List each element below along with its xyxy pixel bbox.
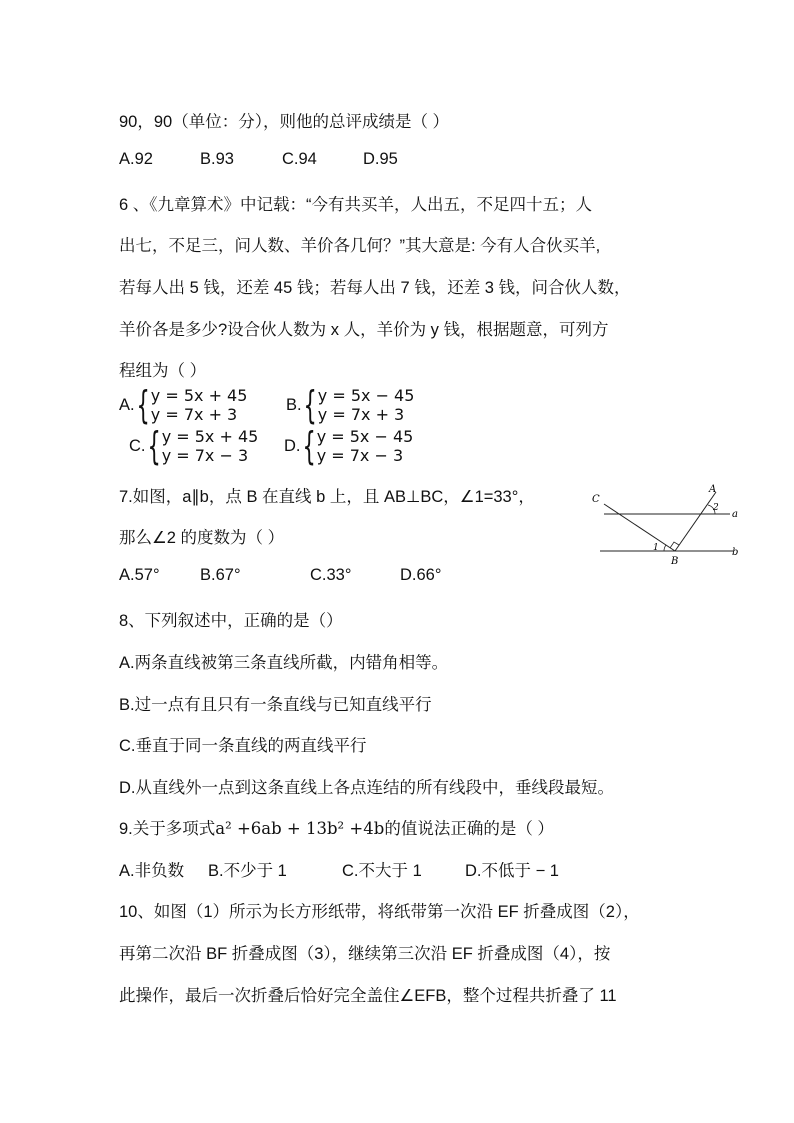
q7-stem-line-1: 7.如图，a∥b，点 B 在直线 b 上，且 AB⊥BC，∠1=33°， — [119, 488, 535, 506]
label-b-point: B — [671, 556, 679, 567]
q7-parallel-lines-figure — [588, 478, 748, 568]
q10-stem-line-3: 此操作，最后一次折叠后恰好完全盖住∠EFB，整个过程共折叠了 11 — [119, 987, 617, 1005]
q8-option-c: C.垂直于同一条直线的两直线平行 — [119, 737, 367, 755]
q9-prefix: 9.关于多项式 — [119, 820, 216, 838]
q9-option-b: B.不少于 1 — [208, 862, 287, 880]
q5-option-d: D.95 — [363, 150, 398, 168]
option-label: C. — [129, 436, 146, 455]
label-a-point: A — [709, 484, 717, 495]
q7-option-d: D.66° — [400, 566, 442, 584]
brace-symbol: { — [301, 424, 316, 468]
q8-option-b: B.过一点有且只有一条直线与已知直线平行 — [119, 696, 432, 714]
q9-suffix: 的值说法正确的是（ ） — [384, 820, 554, 838]
q5-option-b: B.93 — [200, 150, 234, 168]
equation: y = 5x − 45 — [317, 386, 415, 405]
equation: y = 5x + 45 — [150, 386, 248, 405]
q10-stem-line-2: 再第二次沿 BF 折叠成图（3），继续第三次沿 EF 折叠成图（4），按 — [119, 945, 611, 963]
q6-option-c — [129, 424, 259, 468]
q9-option-d: D.不低于 − 1 — [465, 862, 559, 880]
q7-option-b: B.67° — [200, 566, 241, 584]
q7-option-a: A.57° — [119, 566, 160, 584]
option-label: D. — [284, 436, 301, 455]
q6-stem-line-5: 程组为（ ） — [119, 362, 207, 380]
q5-option-c: C.94 — [282, 150, 317, 168]
q7-stem-line-2: 那么∠2 的度数为（ ） — [119, 529, 285, 547]
brace-symbol: { — [303, 383, 317, 427]
q6-option-b — [286, 383, 415, 427]
equation: y = 7x + 3 — [150, 405, 238, 424]
q6-option-d — [284, 424, 414, 468]
angle-1-arc — [664, 545, 666, 551]
label-c: C — [592, 494, 600, 505]
q6-stem-line-3: 若每人出 5 钱，还差 45 钱；若每人出 7 钱，还差 3 钱，问合伙人数， — [119, 279, 631, 297]
label-line-b: b — [732, 547, 739, 558]
line-bc — [604, 504, 675, 551]
q7-option-c: C.33° — [310, 566, 352, 584]
option-label: A. — [119, 395, 135, 414]
q9-option-a: A.非负数 — [119, 862, 185, 880]
label-line-a: a — [732, 509, 738, 520]
q9-stem — [119, 815, 554, 839]
q10-stem-line-1: 10、如图（1）所示为长方形纸带，将纸带第一次沿 EF 折叠成图（2）， — [119, 903, 640, 921]
equation: y = 7x + 3 — [317, 405, 405, 424]
q8-stem: 8、下列叙述中，正确的是（） — [119, 612, 343, 630]
equation: y = 5x − 45 — [316, 427, 414, 446]
equation: y = 7x − 3 — [161, 446, 249, 465]
equation: y = 5x + 45 — [161, 427, 259, 446]
line-ab — [675, 492, 716, 551]
label-angle-2: 2 — [713, 503, 719, 513]
q6-stem-line-1: 6 、《九章算术》中记载：“今有共买羊，人出五，不足四十五；人 — [119, 196, 593, 214]
label-angle-1: 1 — [653, 543, 659, 553]
q6-stem-line-4: 羊价各是多少?设合伙人数为 x 人，羊价为 y 钱，根据题意，可列方 — [119, 321, 609, 339]
q8-option-d: D.从直线外一点到这条直线上各点连结的所有线段中，垂线段最短。 — [119, 779, 614, 797]
q5-option-a: A.92 — [119, 150, 153, 168]
q6-option-a — [119, 383, 248, 427]
q5-stem-continuation: 90，90（单位：分），则他的总评成绩是（ ） — [119, 113, 450, 131]
brace-symbol: { — [146, 424, 161, 468]
option-label: B. — [286, 395, 302, 414]
q9-polynomial: a² +6ab + 13b² +4b — [215, 819, 385, 838]
brace-symbol: { — [136, 383, 150, 427]
q6-stem-line-2: 出七，不足三，问人数、羊价各几何？”其大意是: 今有人合伙买羊, — [119, 237, 601, 255]
q8-option-a: A.两条直线被第三条直线所截，内错角相等。 — [119, 654, 449, 672]
equation: y = 7x − 3 — [316, 446, 404, 465]
q9-option-c: C.不大于 1 — [342, 862, 422, 880]
